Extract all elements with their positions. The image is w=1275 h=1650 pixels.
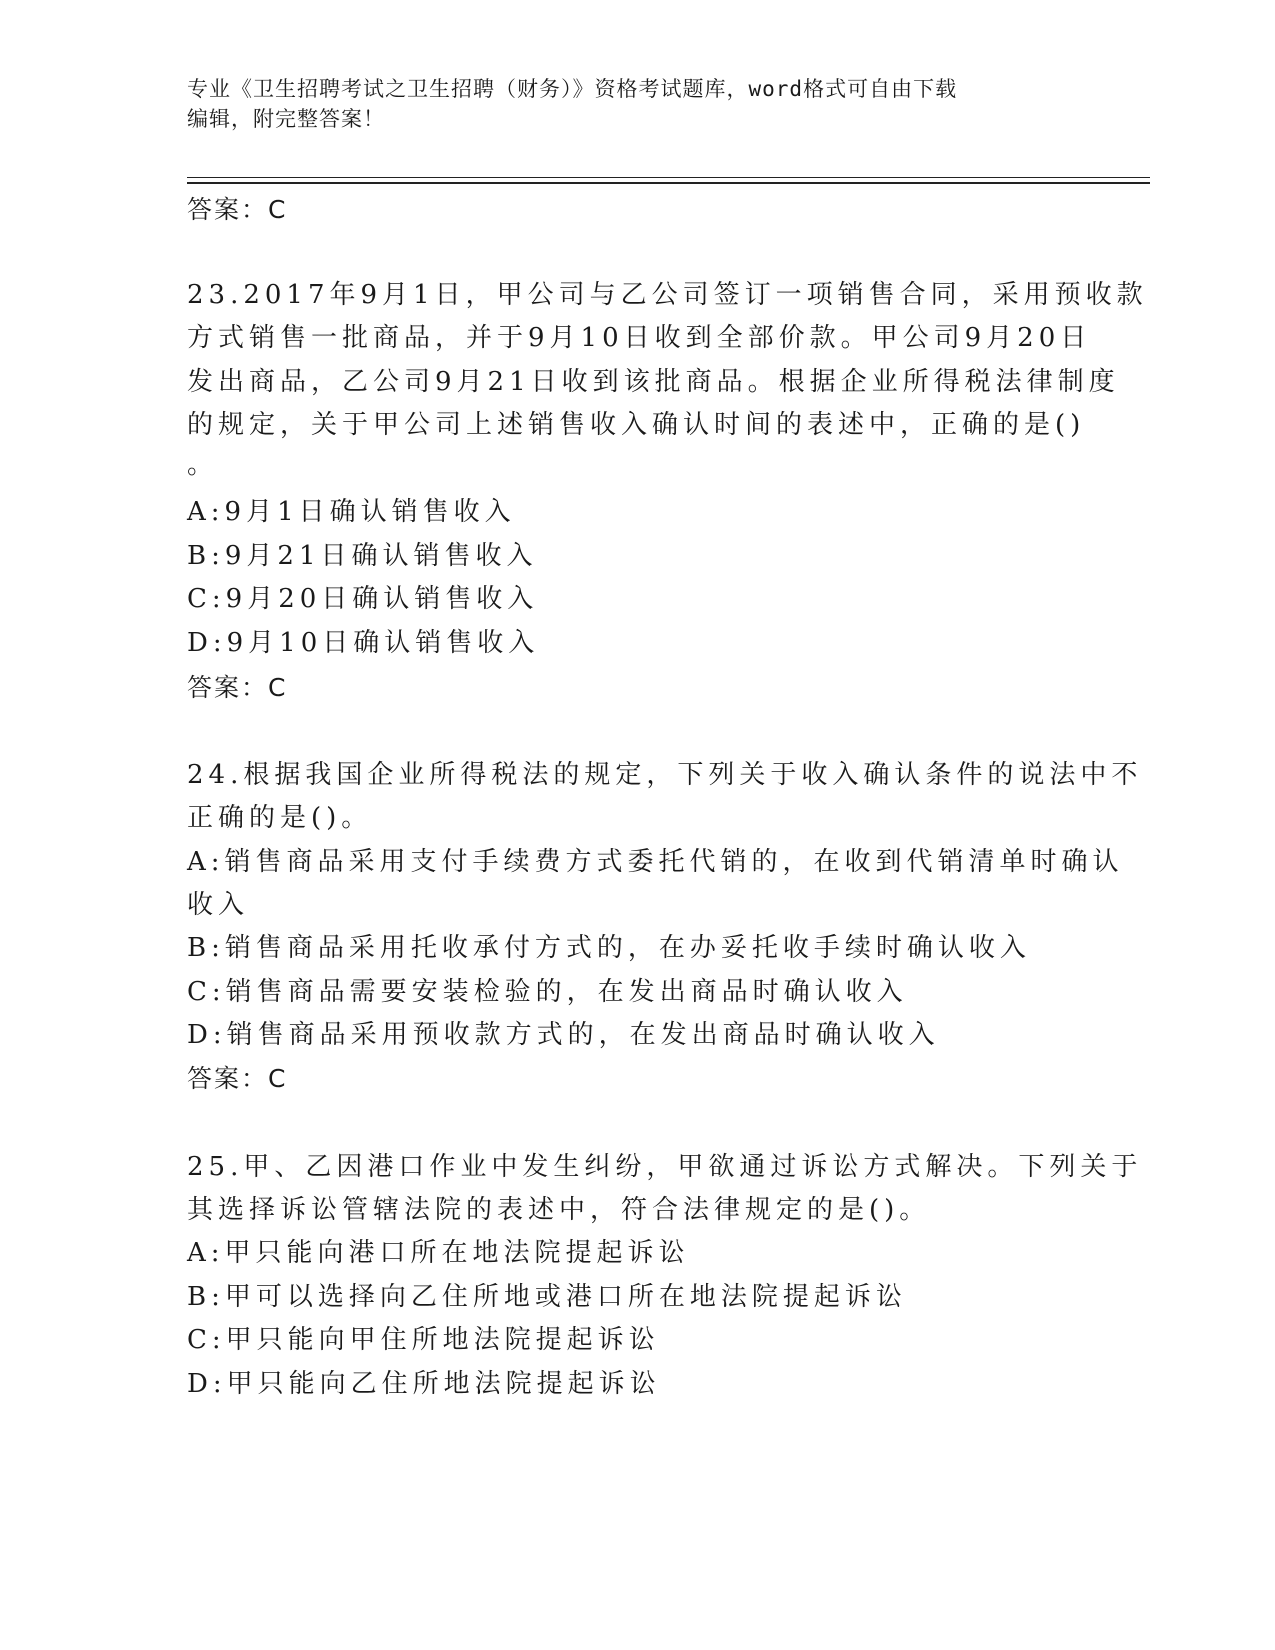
option-b: B:销售商品采用托收承付方式的，在办妥托收手续时确认收入 [187,933,1031,963]
option-c: C:甲只能向甲住所地法院提起诉讼 [187,1325,660,1355]
option-d: D:甲只能向乙住所地法院提起诉讼 [187,1369,661,1399]
question-text-line: 24.根据我国企业所得税法的规定，下列关于收入确认条件的说法中不 [187,760,1143,790]
answer-previous: 答案：C [187,195,288,224]
option-a: A:销售商品采用支付手续费方式委托代销的，在收到代销清单时确认 [187,847,1124,877]
option-a-continued: 收入 [187,890,250,920]
question-text-line: 。 [187,450,219,480]
question-text-line: 23.2017年9月1日，甲公司与乙公司签订一项销售合同，采用预收款 [187,280,1148,310]
question-text-line: 的规定，关于甲公司上述销售收入确认时间的表述中，正确的是() [187,410,1086,440]
question-text-line: 25.甲、乙因港口作业中发生纠纷，甲欲通过诉讼方式解决。下列关于 [187,1152,1143,1182]
option-b: B:9月21日确认销售收入 [187,541,538,571]
answer: 答案：C [187,1064,288,1093]
question-text-line: 方式销售一批商品，并于9月10日收到全部价款。甲公司9月20日 [187,323,1092,353]
question-text-line: 发出商品，乙公司9月21日收到该批商品。根据企业所得税法律制度 [187,367,1120,397]
question-text-line: 正确的是()。 [187,803,373,833]
option-a: A:甲只能向港口所在地法院提起诉讼 [187,1238,690,1268]
option-d: D:销售商品采用预收款方式的，在发出商品时确认收入 [187,1020,940,1050]
header-line-2: 编辑，附完整答案！ [187,107,385,131]
option-c: C:销售商品需要安装检验的，在发出商品时确认收入 [187,977,908,1007]
option-a: A:9月1日确认销售收入 [187,497,516,527]
header-divider-thin [187,177,1150,178]
option-b: B:甲可以选择向乙住所地或港口所在地法院提起诉讼 [187,1282,907,1312]
answer: 答案：C [187,673,288,702]
header-divider-thick [187,182,1150,184]
option-c: C:9月20日确认销售收入 [187,584,539,614]
header-line-1: 专业《卫生招聘考试之卫生招聘（财务）》资格考试题库，word格式可自由下载 [187,77,958,101]
question-text-line: 其选择诉讼管辖法院的表述中，符合法律规定的是()。 [187,1195,931,1225]
option-d: D:9月10日确认销售收入 [187,628,540,658]
document-header [187,74,1087,134]
